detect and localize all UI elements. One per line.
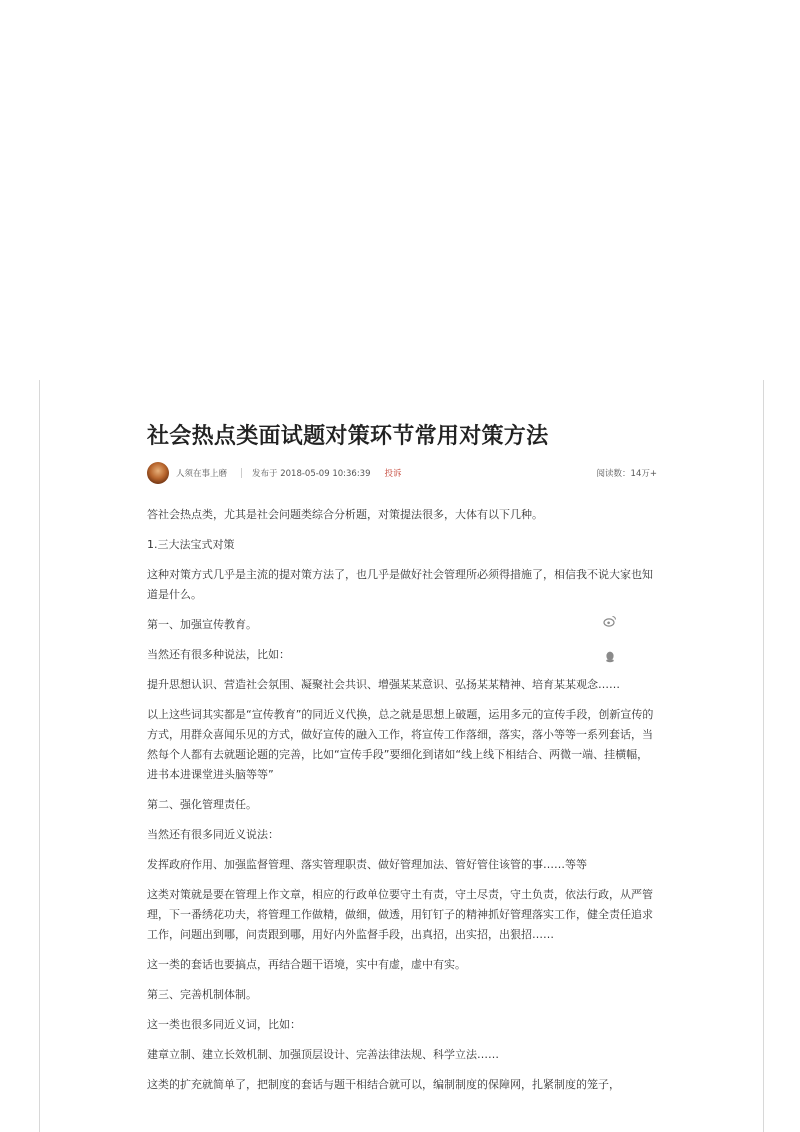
section-heading: 1.三大法宝式对策 bbox=[147, 538, 235, 551]
article-title: 社会热点类面试题对策环节常用对策方法 bbox=[147, 424, 549, 449]
author-avatar[interactable] bbox=[147, 462, 169, 484]
qq-icon[interactable] bbox=[603, 650, 617, 664]
point-heading: 第二、强化管理责任。 bbox=[147, 798, 257, 811]
article-body bbox=[147, 505, 657, 1095]
report-link[interactable]: 投诉 bbox=[384, 469, 402, 479]
paragraph: 这类对策就是要在管理上作文章，相应的行政单位要守土有责，守土尽责，守土负责，依法行政，从严管理，下一番绣花功夫，将管理工作做精，做细，做透，用钉钉子的精神抓好管理落实工作，健全责任追求工作，问题出到哪，问责跟到哪，用好内外监督手段，出真招，出实招，出狠招…… bbox=[147, 888, 653, 941]
paragraph: 这一类的套话也要搞点，再结合题干语境，实中有虚，虚中有实。 bbox=[147, 958, 466, 971]
weibo-icon[interactable] bbox=[603, 614, 617, 628]
content-border-right bbox=[763, 380, 764, 1132]
paragraph: 以上这些词其实都是“宣传教育”的同近义代换，总之就是思想上破题，运用多元的宣传手段，创新宣传的方式，用群众喜闻乐见的方式，做好宣传的融入工作，将宣传工作落细，落实，落小等等一系列套话，当然每个人都有去就题论题的完善，比如“宣传手段”要细化到诸如“线上线下相结合、两微一端、挂横幅，进书本进课堂进头脑等等” bbox=[147, 708, 654, 781]
meta-divider bbox=[241, 468, 242, 478]
point-heading: 第三、完善机制体制。 bbox=[147, 988, 257, 1001]
author-name[interactable]: 人须在事上磨 bbox=[176, 469, 228, 479]
publish-date: 发布于 2018-05-09 10:36:39 bbox=[252, 469, 371, 479]
paragraph: 这一类也很多同近义词，比如： bbox=[147, 1018, 301, 1031]
content-border-left bbox=[39, 380, 40, 1132]
article-meta bbox=[147, 461, 657, 485]
paragraph: 提升思想认识、营造社会氛围、凝聚社会共识、增强某某意识、弘扬某某精神、培育某某观念…… bbox=[147, 678, 620, 691]
paragraph: 这种对策方式几乎是主流的提对策方法了，也几乎是做好社会管理所必须得措施了，相信我不说大家也知道是什么。 bbox=[147, 568, 653, 601]
read-count: 阅读数：14万+ bbox=[596, 469, 657, 479]
point-heading: 第一、加强宣传教育。 bbox=[147, 618, 257, 631]
paragraph: 发挥政府作用、加强监督管理、落实管理职责、做好管理加法、管好管住该管的事……等等 bbox=[147, 858, 587, 871]
paragraph: 当然还有很多同近义说法： bbox=[147, 828, 279, 841]
paragraph: 答社会热点类，尤其是社会问题类综合分析题，对策提法很多，大体有以下几种。 bbox=[147, 508, 543, 521]
paragraph: 当然还有很多种说法，比如： bbox=[147, 648, 290, 661]
paragraph: 这类的扩充就简单了，把制度的套话与题干相结合就可以，编制制度的保障网，扎紧制度的笼子， bbox=[147, 1078, 620, 1091]
paragraph: 建章立制、建立长效机制、加强顶层设计、完善法律法规、科学立法…… bbox=[147, 1048, 499, 1061]
article bbox=[147, 420, 657, 1105]
